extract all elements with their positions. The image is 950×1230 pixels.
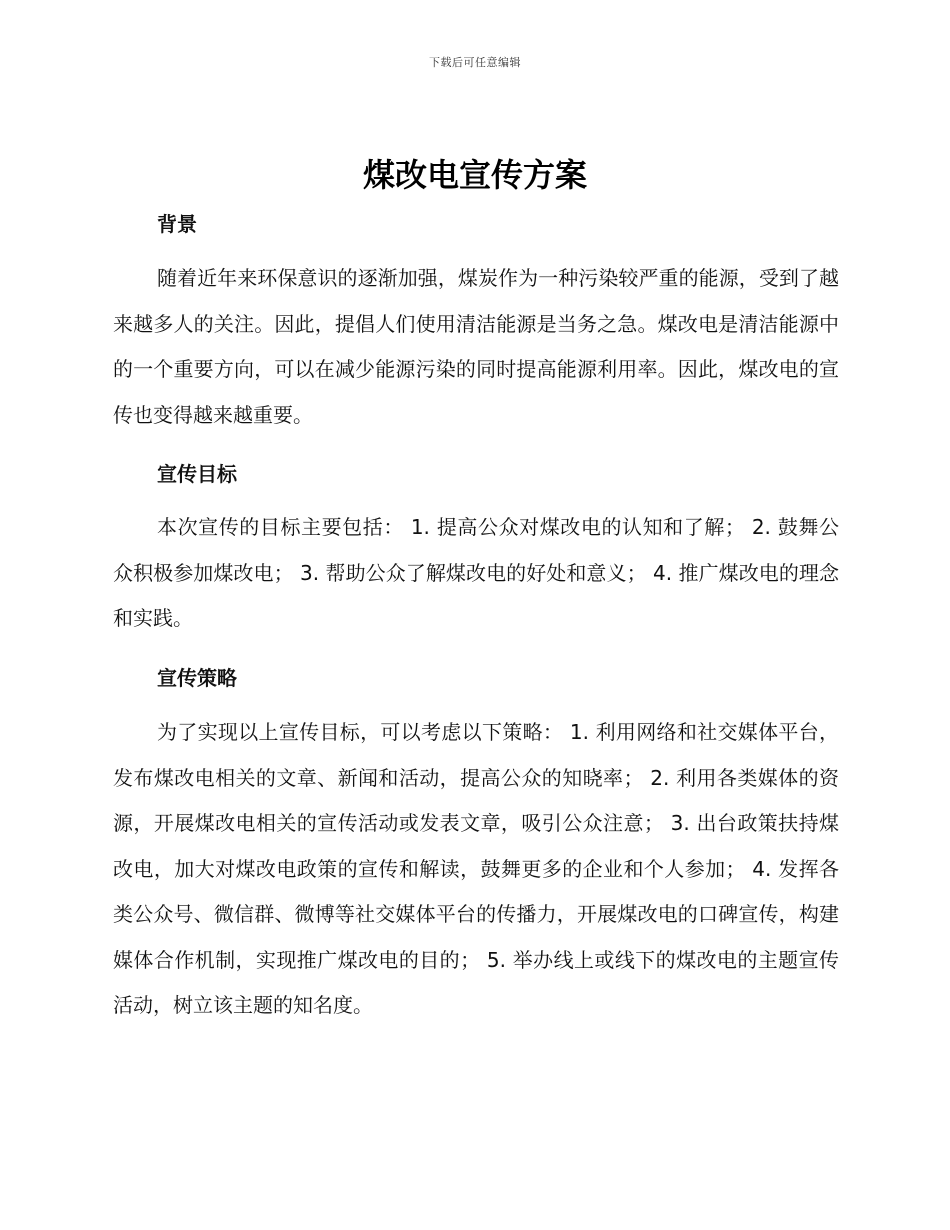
section-body-strategy: 为了实现以上宣传目标，可以考虑以下策略： 1. 利用网络和社交媒体平台，发布煤改电相关的文章、新闻和活动，提高公众的知晓率； 2. 利用各类媒体的资源，开展煤改电相关的宣传活动或发表文章，吸引公众注意； 3. 出台政策扶持煤改电，加大对煤改电政策的宣传和解读，鼓舞更多的企业和个人参加； 4. 发挥各类公众号、微信群、微博等社交媒体平台的传播力，开展煤改电的口碑宣传，构建媒体合作机制，实现推广煤改电的目的； 5. 举办线上或线下的煤改电的主题宣传活动，树立该主题的知名度。: [113, 720, 839, 1017]
page-header-note: 下载后可任意编辑: [429, 56, 521, 69]
document-title: 煤改电宣传方案: [362, 156, 587, 194]
section-heading-background: 背景: [157, 212, 197, 236]
section-body-background: 随着近年来环保意识的逐渐加强，煤炭作为一种污染较严重的能源，受到了越来越多人的关注。因此，提倡人们使用清洁能源是当务之急。煤改电是清洁能源中的一个重要方向，可以在减少能源污染的同时提高能源利用率。因此，煤改电的宣传也变得越来越重要。: [113, 266, 839, 427]
section-body-goals: 本次宣传的目标主要包括： 1. 提高公众对煤改电的认知和了解； 2. 鼓舞公众积极参加煤改电； 3. 帮助公众了解煤改电的好处和意义； 4. 推广煤改电的理念和实践。: [113, 515, 839, 630]
section-heading-goals: 宣传目标: [157, 462, 237, 486]
section-heading-strategy: 宣传策略: [157, 666, 237, 690]
